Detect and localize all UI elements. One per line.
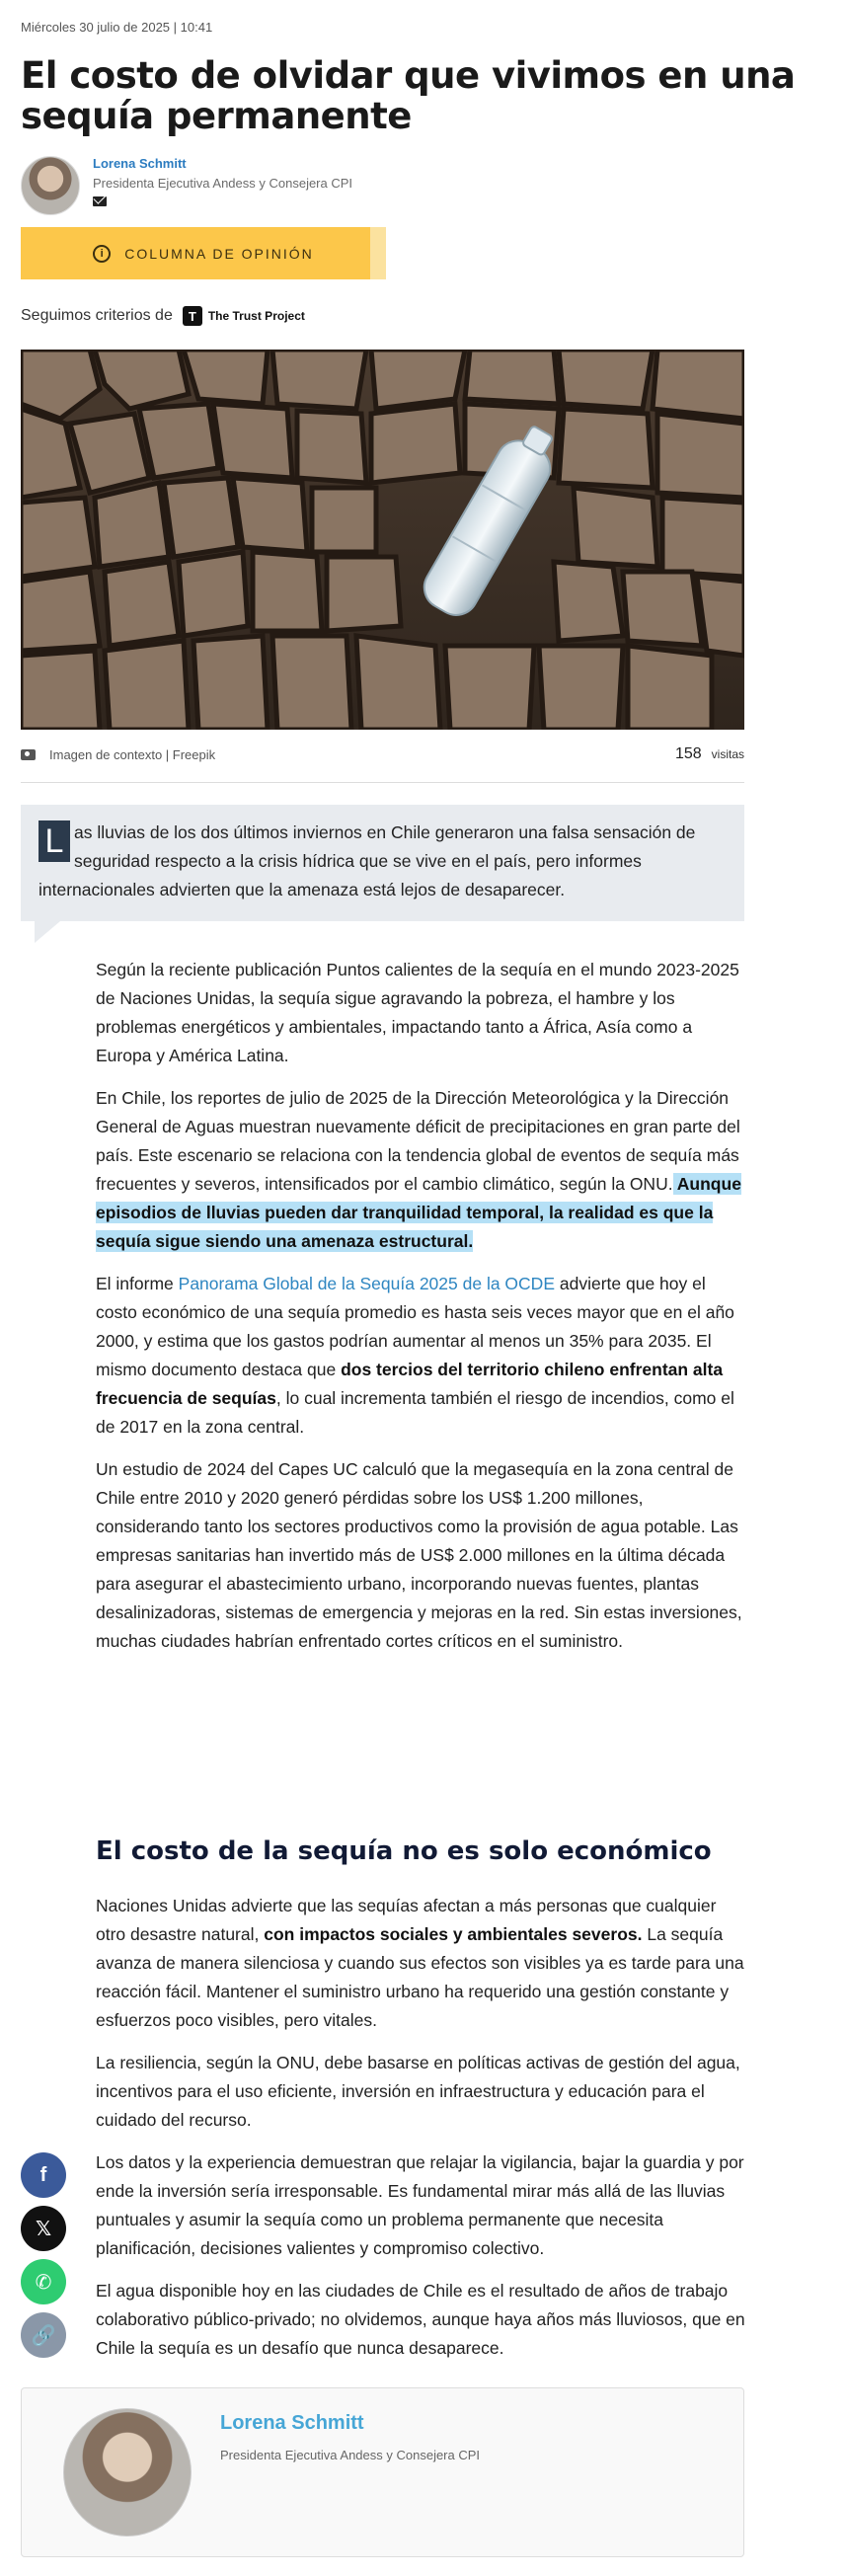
- author-name-link[interactable]: Lorena Schmitt: [93, 156, 187, 171]
- info-icon: i: [93, 245, 111, 263]
- trust-project-row: [21, 306, 305, 326]
- drop-cap: L: [38, 820, 70, 862]
- opinion-label: COLUMNA DE OPINIÓN: [124, 245, 314, 262]
- article-body-part2: [96, 1892, 749, 2377]
- lead-paragraph: [21, 805, 744, 921]
- publish-date: Miércoles 30 julio de 2025 | 10:41: [21, 20, 213, 35]
- body-paragraph: Un estudio de 2024 del Capes UC calculó que la megasequía en la zona central de Chile entre 2010 y 2020 generó pérdidas sobre los US$ 1.200 millones, considerando tanto los sectores productivos como la provisión de agua potable. Las empresas sanitarias han invertido más de US$ 2.000 millones en la última década para asegurar el abastecimiento urbano, incorporando nuevas fuentes, plantas desalinizadoras, sistemas de emergencia y mejoras en la red. Sin estas inversiones, muchas ciudades habrían enfrentado cortes críticos en el suministro.: [96, 1459, 742, 1651]
- body-text: , lo cual incrementa también el riesgo de incendios, como el de 2017 en la zona central.: [96, 1388, 734, 1437]
- facebook-icon: f: [39, 2163, 47, 2186]
- bold-text: dos tercios del territorio chileno enfrentan alta frecuencia de sequías: [96, 1360, 724, 1408]
- body-paragraph: Según la reciente publicación Puntos calientes de la sequía en el mundo 2023-2025 de Naciones Unidas, la sequía sigue agravando la pobreza, el hambre y los problemas energéticos y ambientales, impactando tanto a África, Asía como a Europa y América Latina.: [96, 960, 739, 1065]
- body-paragraph: El agua disponible hoy en las ciudades de Chile es el resultado de años de trabajo colaborativo público-privado; no olvidemos, aunque haya años más lluviosos, que en Chile la sequía es un desafío que nunca desaparece.: [96, 2281, 745, 2358]
- author-box-name-link[interactable]: Lorena Schmitt: [220, 2412, 364, 2434]
- author-box-role: Presidenta Ejecutiva Andess y Consejera CPI: [220, 2448, 481, 2462]
- ocde-report-link[interactable]: Panorama Global de la Sequía 2025 de la OCDE: [178, 1274, 555, 1293]
- share-facebook-button[interactable]: [21, 2152, 66, 2198]
- body-text: El informe: [96, 1274, 179, 1293]
- body-text: advierte que hoy el costo económico de una sequía promedio es hasta seis veces mayor que en el año 2000, y estima que los gastos podrían aumentar al menos un 35% para 2035. El mismo documento destaca que: [96, 1274, 734, 1379]
- body-text: En Chile, los reportes de julio de 2025 de la Dirección Meteorológica y la Dirección General de Aguas muestran nuevamente déficit de precipitaciones en gran parte del país. Este escenario se relaciona con la tendencia global de eventos de sequía más frecuentes y severos, intensificados por el cambio climático, según la ONU.: [96, 1088, 740, 1194]
- camera-icon: [21, 749, 36, 760]
- view-counter: [675, 745, 744, 763]
- body-paragraph: La resiliencia, según la ONU, debe basarse en políticas activas de gestión del agua, incentivos para el uso eficiente, inversión en infraestructura y educación para el cuidado del recurso.: [96, 2053, 740, 2130]
- body-paragraph: [96, 1270, 749, 1442]
- trust-project-icon: T: [183, 306, 202, 326]
- lead-tail-decoration: [35, 921, 60, 943]
- body-paragraph: [96, 1084, 749, 1256]
- copy-link-button[interactable]: [21, 2312, 66, 2358]
- views-label: visitas: [711, 747, 744, 761]
- views-count: 158: [674, 745, 702, 762]
- link-icon: 🔗: [31, 2324, 56, 2347]
- cracked-earth-illustration: [21, 350, 744, 730]
- bold-text: con impactos sociales y ambientales severos.: [264, 1924, 643, 1944]
- photo-credit: Imagen de contexto | Freepik: [49, 746, 216, 762]
- highlighted-quote: Aunque episodios de lluvias pueden dar tranquilidad temporal, la realidad es que la sequía sigue siendo una amenaza estructural.: [96, 1174, 741, 1251]
- lead-text: as lluvias de los dos últimos inviernos en Chile generaron una falsa sensación de seguridad respecto a la crisis hídrica que se vive en el país, pero informes internacionales advierten que la amenaza está lejos de desaparecer.: [38, 822, 696, 899]
- trust-prefix: Seguimos criterios de: [21, 307, 173, 324]
- author-avatar[interactable]: [21, 156, 80, 215]
- hero-image: [21, 350, 744, 730]
- whatsapp-icon: ✆: [35, 2271, 52, 2294]
- author-box: [21, 2387, 744, 2557]
- author-box-avatar[interactable]: [63, 2408, 192, 2537]
- trust-project-name: The Trust Project: [207, 309, 305, 323]
- body-paragraph: [96, 1892, 749, 2035]
- body-paragraph: Los datos y la experiencia demuestran que relajar la vigilancia, bajar la guardia y por ende la inversión sería irresponsable. Es fundamental mirar más allá de las lluvias puntuales y asumir la sequía como un problema permanente que necesita planificación, decisiones valientes y compromiso colectivo.: [96, 2152, 744, 2258]
- divider: [21, 782, 744, 783]
- body-text: La sequía avanza de manera silenciosa y cuando sus efectos son visibles ya es tarde para una reacción fácil. Mantener el suministro urbano ha requerido una gestión constante y esfuerzos poco visibles, pero vitales.: [96, 1924, 744, 2030]
- trust-project-logo[interactable]: [183, 306, 305, 326]
- mail-icon[interactable]: [93, 196, 107, 206]
- author-role: Presidenta Ejecutiva Andess y Consejera CPI: [93, 176, 353, 191]
- photo-caption-row: [21, 745, 744, 763]
- article-title: El costo de olvidar que vivimos en una sequía permanente: [21, 54, 796, 137]
- section-heading: El costo de la sequía no es solo económico: [96, 1836, 712, 1866]
- share-x-button[interactable]: [21, 2206, 66, 2251]
- share-whatsapp-button[interactable]: [21, 2259, 66, 2304]
- article-body-part1: [96, 956, 749, 1670]
- x-icon: 𝕏: [35, 2218, 52, 2240]
- body-text: Naciones Unidas advierte que las sequías afectan a más personas que cualquier otro desastre natural,: [96, 1896, 717, 1944]
- opinion-banner: [21, 227, 386, 279]
